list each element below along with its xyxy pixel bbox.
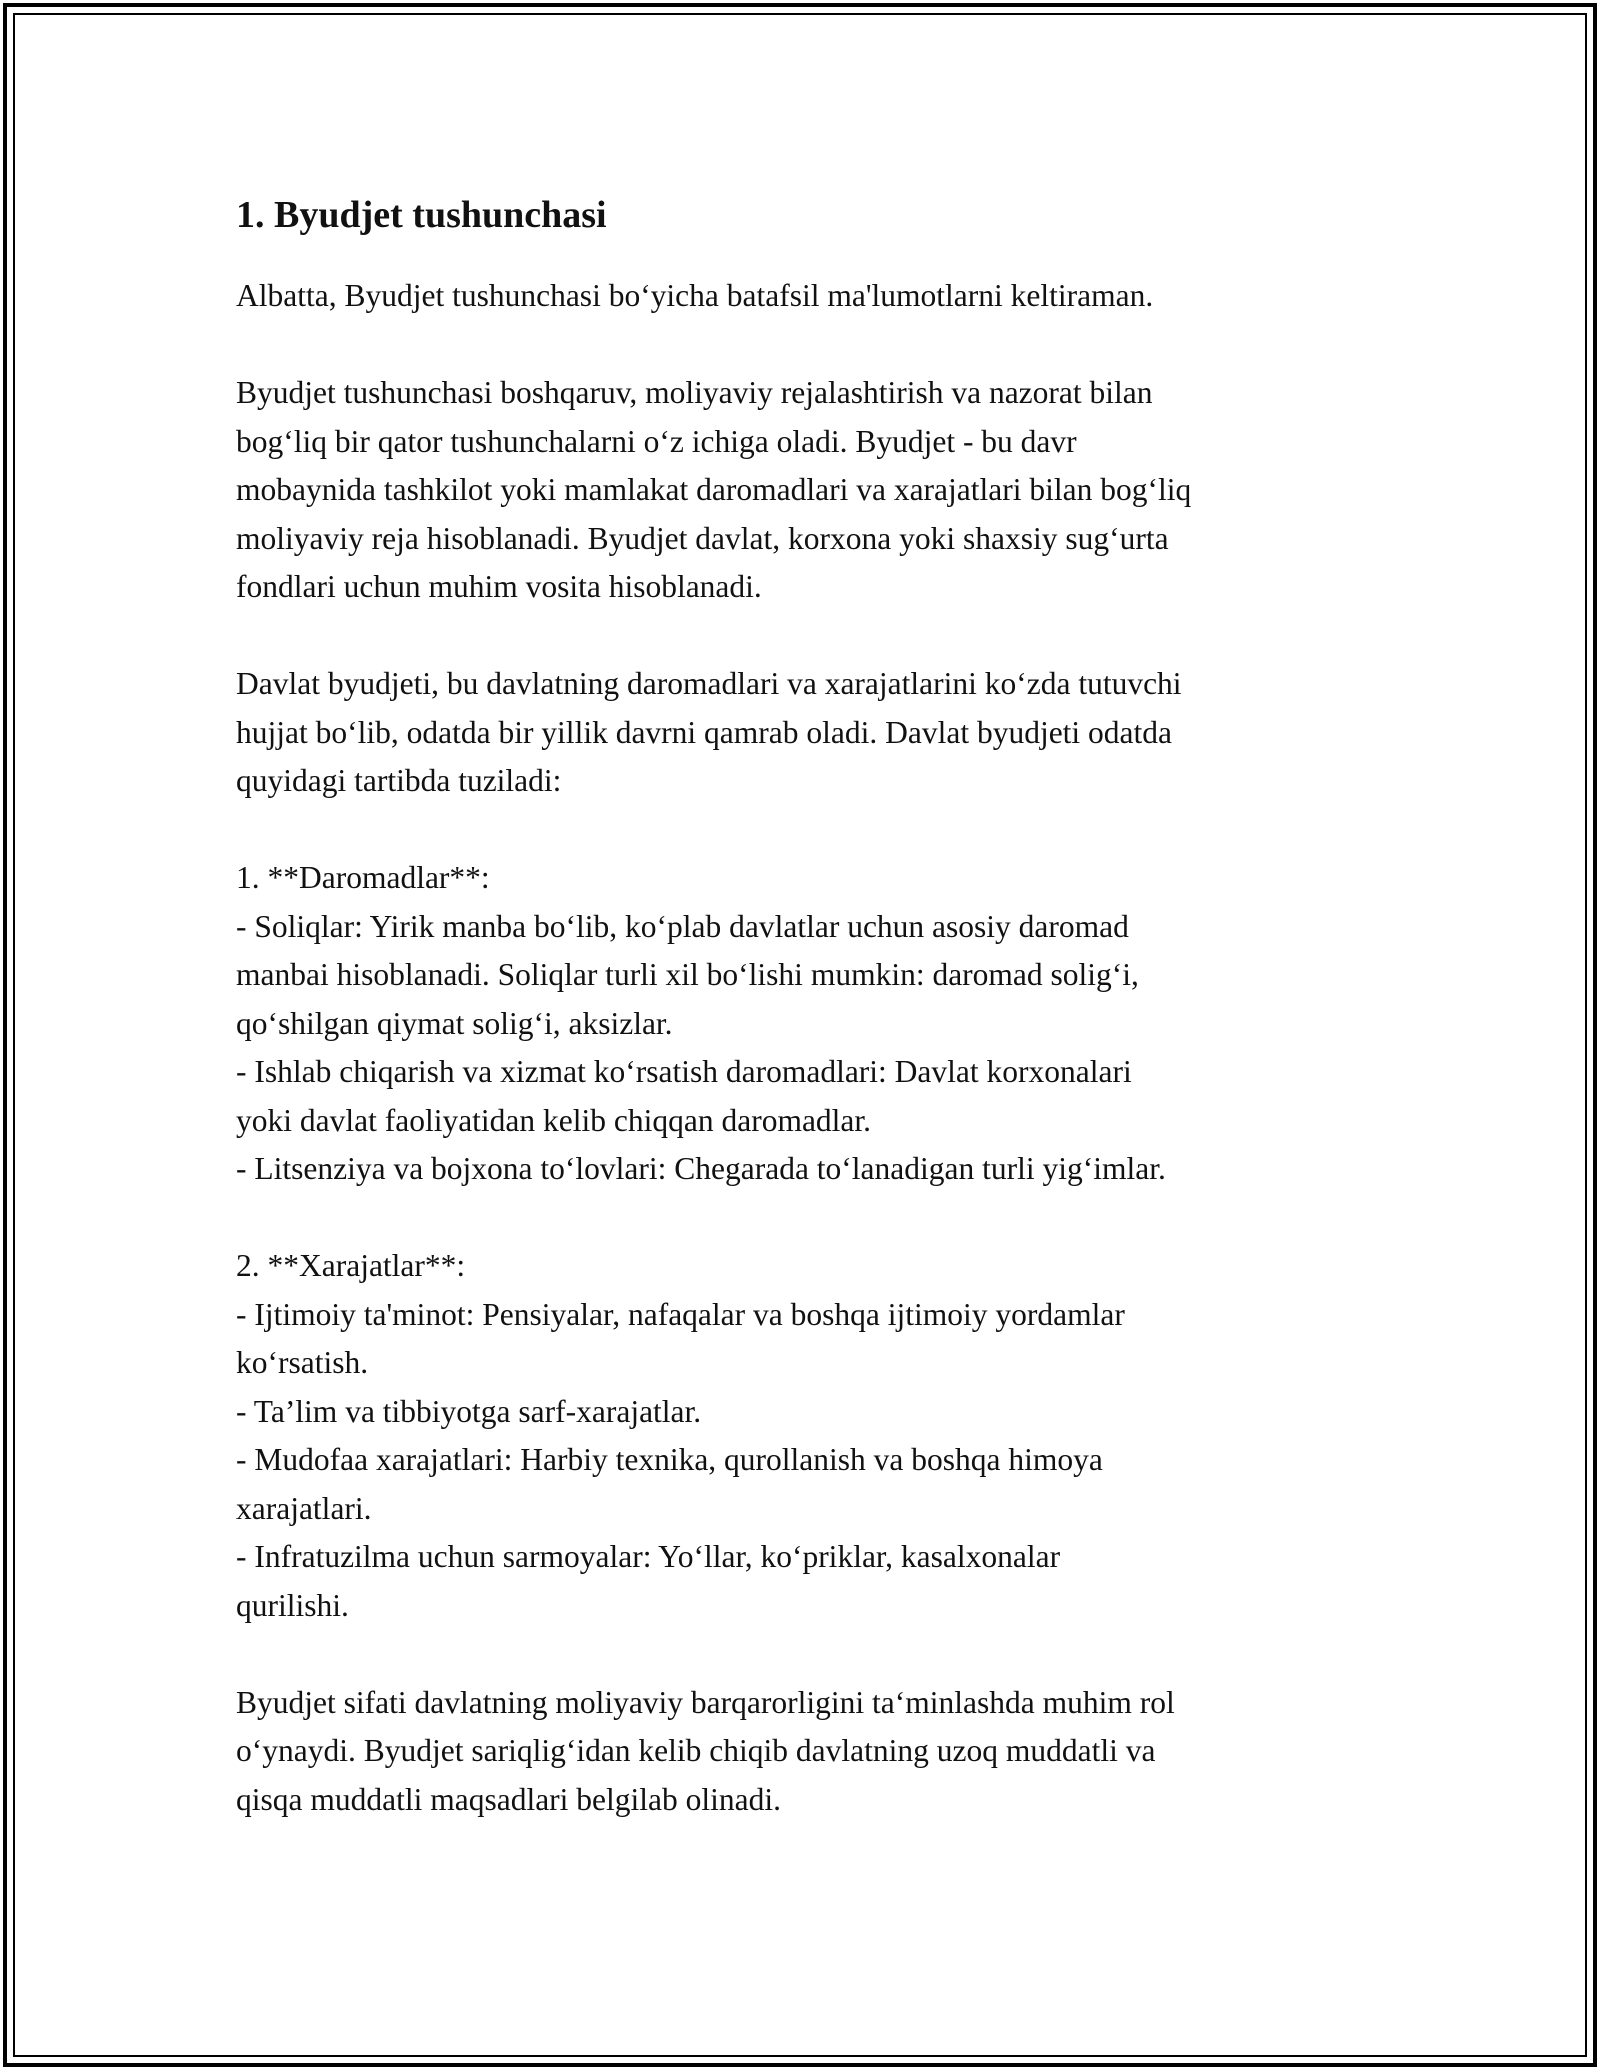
expenses-list: 2. **Xarajatlar**: - Ijtimoiy ta'minot: Pensiyalar, nafaqalar va boshqa ijtimoiy yordamlar ko‘rsatish. - Ta’lim va tibbiyotga sarf-xarajatlar. - Mudofaa xarajatlari: Harbiy texnika, qurollanish va boshqa himoya xarajatlari. - Infratuzilma uchun sarmoyalar: Yo‘llar, ko‘priklar, kasalxonalar qurilishi. xyxy=(236,1248,1125,1623)
paragraph-gap xyxy=(236,321,1366,370)
document-title: 1. Byudjet tushunchasi xyxy=(236,194,607,236)
paragraph-gap xyxy=(236,806,1366,855)
conclusion-paragraph: Byudjet sifati davlatning moliyaviy barqarorligini ta‘minlashda muhim rol o‘ynaydi. Byudjet sariqlig‘idan kelib chiqib davlatning uzoq muddatli va qisqa muddatli maqsadlari belgilab olinadi. xyxy=(236,1684,1175,1817)
state-budget-paragraph: Davlat byudjeti, bu davlatning daromadlari va xarajatlarini ko‘zda tutuvchi hujjat bo‘lib, odatda bir yillik davrni qamrab oladi. Davlat byudjeti odatda quyidagi tartibda tuziladi: xyxy=(236,666,1182,798)
document-body xyxy=(236,188,1366,1824)
intro-paragraph: Albatta, Byudjet tushunchasi bo‘yicha batafsil ma'lumotlarni keltiraman. xyxy=(236,278,1154,313)
paragraph-gap xyxy=(236,1194,1366,1243)
paragraph-gap xyxy=(236,612,1366,661)
budget-concept-paragraph: Byudjet tushunchasi boshqaruv, moliyaviy rejalashtirish va nazorat bilan bog‘liq bir qator tushunchalarni o‘z ichiga oladi. Byudjet - bu davr mobaynida tashkilot yoki mamlakat daromadlari va xarajatlari bilan bog‘liq moliyaviy reja hisoblanadi. Byudjet davlat, korxona yoki shaxsiy sug‘urta fondlari uchun muhim vosita hisoblanadi. xyxy=(236,375,1192,604)
paragraph-gap xyxy=(236,1630,1366,1679)
revenues-list: 1. **Daromadlar**: - Soliqlar: Yirik manba bo‘lib, ko‘plab davlatlar uchun asosiy daromad manbai hisoblanadi. Soliqlar turli xil bo‘lishi mumkin: daromad solig‘i, qo‘shilgan qiymat solig‘i, aksizlar. - Ishlab chiqarish va xizmat ko‘rsatish daromadlari: Davlat korxonalari yoki davlat faoliyatidan kelib chiqqan daromadlar. - Litsenziya va bojxona to‘lovlari: Chegarada to‘lanadigan turli yig‘imlar. xyxy=(236,860,1166,1186)
